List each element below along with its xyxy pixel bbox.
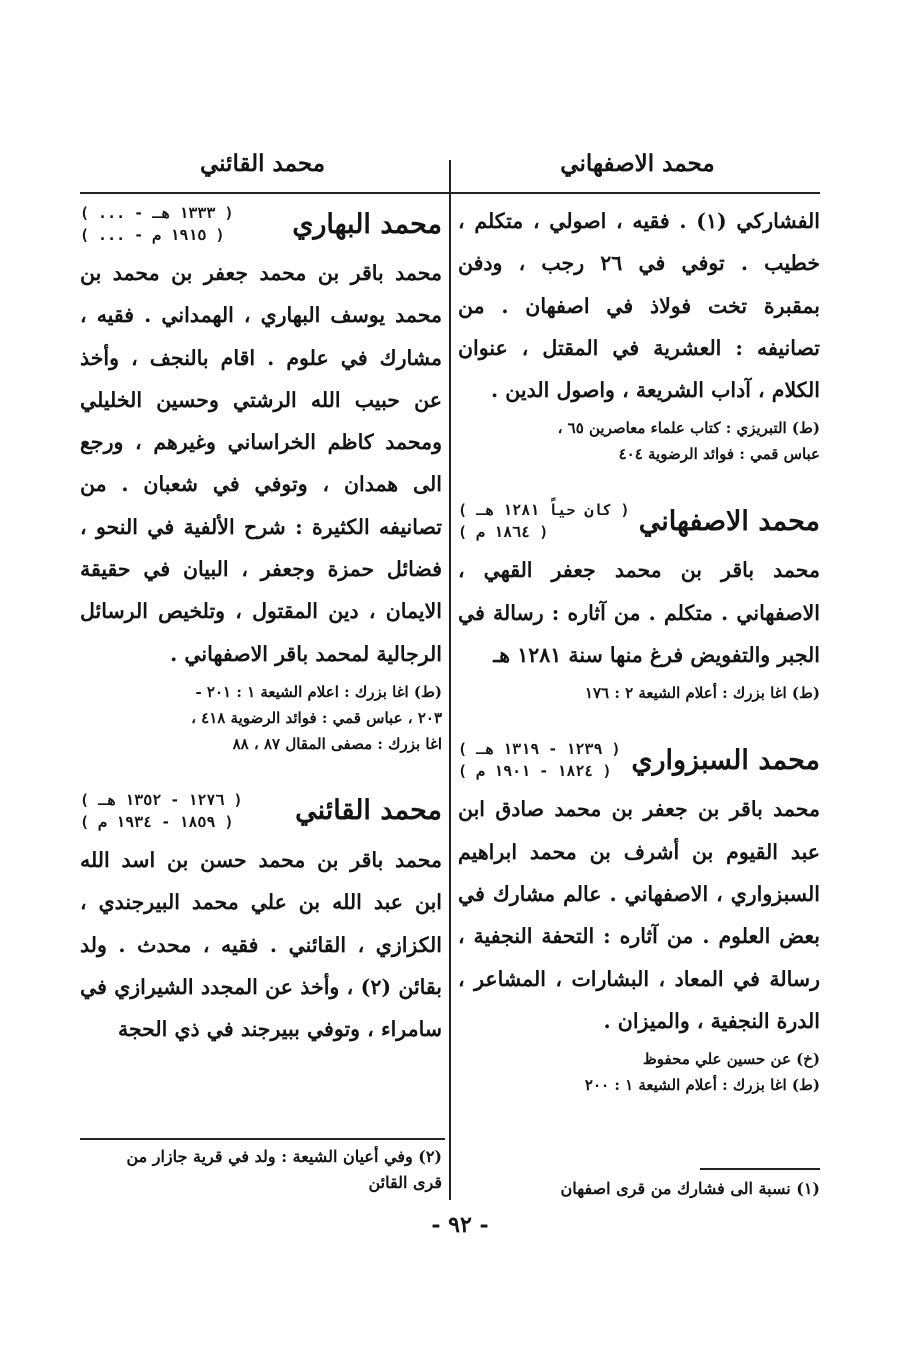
entry-name: محمد الاصفهاني	[638, 505, 820, 537]
entry-header	[80, 202, 442, 246]
entry-text: محمد باقر بن محمد جعفر بن محمد بن محمد يوسف البهاري ، الهمداني . فقيه ، مشارك في علوم . اقام بالنجف ، وأخذ عن حبيب الله الرشتي وحسين الخليلي ومحمد كاظم الخراساني وغيرهم ، ورجع الى همدان ، وتوفي في شعبان . من تصانيفه الكثيرة : شرح الألفية في النحو ، فضائل حمزة وجعفر ، البيان في حقيقة الايمان ، دين المقتول ، وتلخيص الرسائل الرجالية لمحمد باقر الاصفهاني .	[80, 261, 442, 666]
entry-text: محمد باقر بن جعفر بن محمد صادق ابن عبد القيوم بن أشرف بن محمد ابراهيم السبزواري ، الاصفهاني . عالم مشارك في بعض العلوم . من آثاره : التحفة النجفية ، رسالة في المعاد ، البشارات ، المشاعر ، الدرة النجفية ، والميزان .	[458, 797, 820, 1033]
entry-header	[458, 499, 820, 543]
footnote-rule-right	[700, 1168, 820, 1170]
entry-dates	[458, 499, 630, 543]
entry-text: محمد باقر بن محمد جعفر القهي ، الاصفهاني . متكلم . من آثاره : رسالة في الجبر والتفويض فرغ منها سنة ١٢٨١ هـ	[458, 558, 820, 668]
reference-line: (ط) اغا بزرك : اعلام الشيعة ١ : ٢٠١ -	[195, 682, 442, 701]
left-column	[80, 200, 442, 1050]
date-gregorian: ( ١٨٦٤ م )	[458, 523, 549, 542]
footnote-left	[80, 1144, 442, 1196]
reference-line: (خ) عن حسين علي محفوظ	[642, 1050, 820, 1069]
entry-intro	[458, 200, 820, 467]
entry-isfahani	[458, 499, 820, 706]
entry-header	[80, 789, 442, 833]
entry-name: محمد القائني	[295, 795, 442, 827]
reference-line: (ط) التبريزي : كتاب علماء معاصرين ٦٥ ،	[557, 419, 820, 438]
entry-name: محمد البهاري	[292, 208, 442, 240]
page-number: - ٩٢ -	[431, 1212, 489, 1238]
date-hijri: ( ... - ١٣٣٣ هـ )	[80, 204, 234, 222]
entry-dates	[458, 738, 621, 782]
footnote-line: (٢) وفي أعيان الشيعة : ولد في قرية جازار من	[126, 1147, 442, 1166]
entry-bahari	[80, 202, 442, 757]
entry-text: الفشاركي (١) . فقيه ، اصولي ، متكلم ، خطيب . توفي في ٢٦ رجب ، ودفن بمقبرة تخت فولاذ في اصفهان . من تصانيفه : العشرية في المقتل ، عنوان الكلام ، آداب الشريعة ، واصول الدين .	[458, 209, 820, 403]
footnote-rule-left	[80, 1138, 445, 1140]
date-hijri: ( ١٢٣٩ - ١٣١٩ هـ )	[458, 740, 621, 759]
reference-line: اغا بزرك : مصفى المقال ٨٧ ، ٨٨	[232, 734, 442, 753]
date-gregorian: ( ... - ١٩١٥ م )	[80, 226, 225, 244]
right-column-title: محمد الاصفهاني	[560, 150, 715, 177]
footnote-line: قرى القائن	[368, 1173, 442, 1192]
entry-dates	[80, 202, 234, 246]
date-hijri: ( ١٢٧٦ - ١٣٥٢ هـ )	[80, 790, 243, 809]
date-hijri: ( كان حياً ١٢٨١ هـ )	[458, 501, 630, 520]
column-divider	[449, 160, 451, 1200]
date-gregorian: ( ١٨٥٩ - ١٩٣٤ م )	[80, 812, 234, 831]
footnote-line: (١) نسبة الى فشارك من قرى اصفهان	[560, 1179, 820, 1198]
entry-name: محمد السبزواري	[631, 744, 820, 776]
entry-references	[458, 680, 820, 706]
reference-line: عباس قمي : فوائد الرضوية ٤٠٤	[618, 445, 820, 464]
entry-references	[458, 1046, 820, 1098]
right-column	[458, 200, 820, 1098]
reference-line: ٢٠٣ ، عباس قمي : فوائد الرضوية ٤١٨ ،	[191, 708, 442, 727]
entry-header	[458, 738, 820, 782]
footnote-right	[458, 1176, 820, 1202]
entry-text: محمد باقر بن محمد حسن بن اسد الله ابن عبد الله بن علي محمد البيرجندي ، الكزازي ، القائني . فقيه ، محدث . ولد بقائن (٢) ، وأخذ عن المجدد الشيرازي في سامراء ، وتوفي ببيرجند في ذي الحجة	[80, 847, 442, 1042]
left-column-title: محمد القائني	[199, 150, 326, 177]
reference-line: (ط) اغا بزرك : أعلام الشيعة ٢ : ١٧٦	[584, 684, 820, 703]
entry-references	[458, 415, 820, 467]
entry-dates	[80, 789, 243, 833]
date-gregorian: ( ١٨٢٤ - ١٩٠١ م )	[458, 762, 612, 781]
reference-line: (ط) اغا بزرك : أعلام الشيعة ١ : ٢٠٠	[584, 1076, 820, 1095]
entry-sabzawari	[458, 738, 820, 1098]
entry-qaini	[80, 789, 442, 1050]
entry-references	[80, 679, 442, 757]
